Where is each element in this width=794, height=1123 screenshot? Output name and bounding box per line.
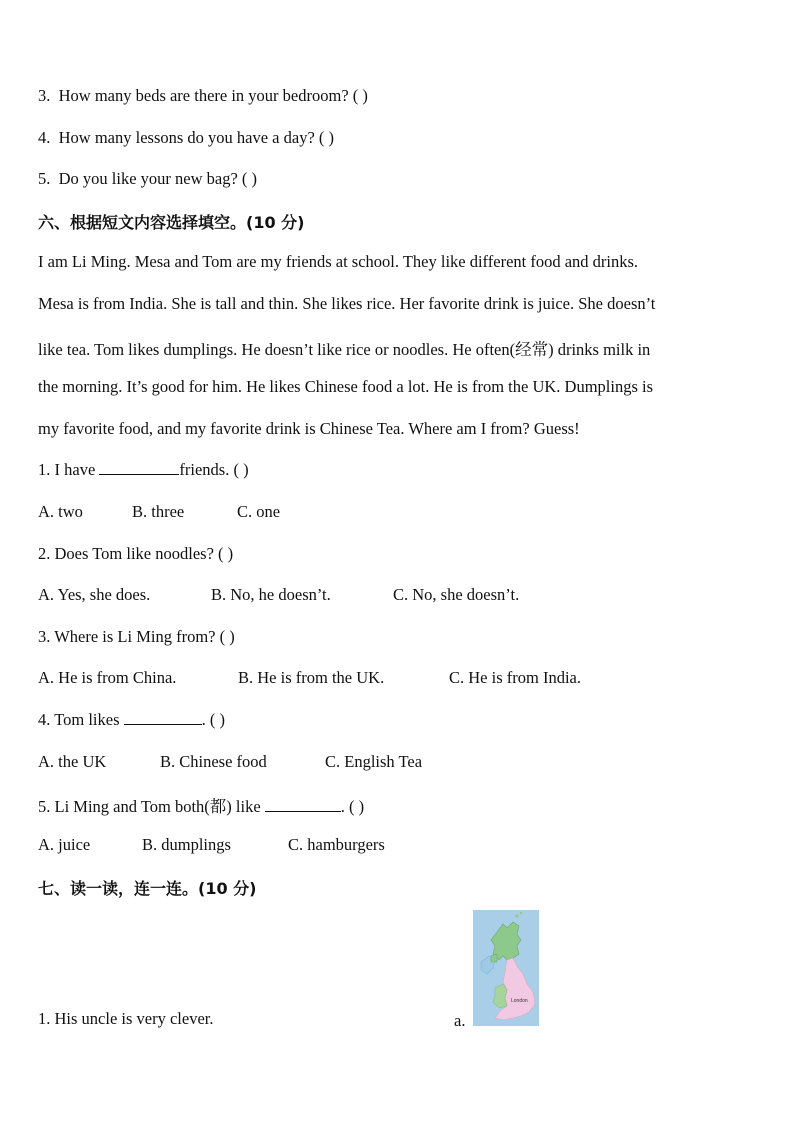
- reading-question-3: [38, 627, 235, 647]
- question-number: 5.: [38, 169, 51, 188]
- passage-line: the morning. It’s good for him. He likes Chinese food a lot. He is from the UK. Dumplings is: [38, 377, 654, 396]
- london-label: London: [511, 998, 528, 1004]
- answer-blank[interactable]: [265, 797, 341, 812]
- island: [520, 912, 522, 914]
- section-7-title: 七、读一读，连一连。(10 分): [38, 879, 257, 898]
- answer-blank[interactable]: [99, 460, 179, 475]
- option-a[interactable]: A. two: [38, 502, 83, 521]
- question-stem-end: . ( ): [340, 797, 365, 816]
- answer-blank[interactable]: [124, 710, 202, 725]
- option-c[interactable]: C. hamburgers: [288, 835, 385, 854]
- section-6-title: 六、根据短文内容选择填空。(10 分): [38, 213, 305, 232]
- options-row: [38, 835, 385, 855]
- question-number: 4.: [38, 128, 51, 147]
- question-stem-end: . ( ): [201, 710, 226, 729]
- question-stem: 3. Where is Li Ming from? ( ): [38, 627, 235, 646]
- passage-line: my favorite food, and my favorite drink is Chinese Tea. Where am I from? Guess!: [38, 419, 580, 438]
- question-number: 3.: [38, 86, 51, 105]
- option-c[interactable]: C. English Tea: [325, 752, 423, 771]
- question-stem: 4. Tom likes: [38, 710, 124, 729]
- question-5: [38, 169, 257, 189]
- passage-line: like tea. Tom likes dumplings. He doesn’t like rice or noodles. He often(经常) drinks milk in: [38, 340, 651, 359]
- reading-question-1: [38, 460, 249, 480]
- match-item-1: 1. His uncle is very clever.: [38, 1009, 214, 1028]
- uk-map-image[interactable]: [473, 910, 539, 1026]
- option-b[interactable]: B. three: [132, 502, 185, 521]
- match-label-a: a.: [454, 1011, 466, 1030]
- option-a[interactable]: A. Yes, she does.: [38, 585, 151, 604]
- options-row: [38, 752, 422, 772]
- option-a[interactable]: A. He is from China.: [38, 668, 177, 687]
- question-4: [38, 128, 334, 148]
- reading-question-4: [38, 710, 225, 730]
- answer-parentheses[interactable]: ( ): [352, 86, 368, 105]
- question-text: Do you like your new bag?: [58, 169, 238, 188]
- question-stem: 5. Li Ming and Tom both(都) like: [38, 797, 265, 816]
- options-row: [38, 585, 519, 605]
- question-stem-end: friends. ( ): [179, 460, 249, 479]
- answer-parentheses[interactable]: ( ): [318, 128, 335, 147]
- question-stem: 1. I have: [38, 460, 100, 479]
- question-text: How many lessons do you have a day?: [58, 128, 315, 147]
- option-b[interactable]: B. dumplings: [142, 835, 231, 854]
- option-a[interactable]: A. the UK: [38, 752, 107, 771]
- option-c[interactable]: C. one: [237, 502, 281, 521]
- answer-parentheses[interactable]: ( ): [241, 169, 258, 188]
- option-c[interactable]: C. He is from India.: [449, 668, 581, 687]
- reading-question-2: [38, 544, 233, 564]
- passage-line: Mesa is from India. She is tall and thin. She likes rice. Her favorite drink is juice. She doesn’t: [38, 294, 656, 313]
- island: [516, 915, 519, 918]
- options-row: [38, 668, 581, 688]
- option-b[interactable]: B. No, he doesn’t.: [211, 585, 331, 604]
- option-b[interactable]: B. He is from the UK.: [238, 668, 385, 687]
- option-c[interactable]: C. No, she doesn’t.: [393, 585, 520, 604]
- option-b[interactable]: B. Chinese food: [160, 752, 267, 771]
- question-text: How many beds are there in your bedroom?: [58, 86, 349, 105]
- passage-line: I am Li Ming. Mesa and Tom are my friends at school. They like different food and drinks.: [38, 252, 639, 271]
- reading-question-5: [38, 793, 364, 817]
- options-row: [38, 502, 280, 522]
- question-3: [38, 86, 368, 106]
- uk-map-icon: [473, 910, 539, 1026]
- question-stem: 2. Does Tom like noodles? ( ): [38, 544, 234, 563]
- option-a[interactable]: A. juice: [38, 835, 91, 854]
